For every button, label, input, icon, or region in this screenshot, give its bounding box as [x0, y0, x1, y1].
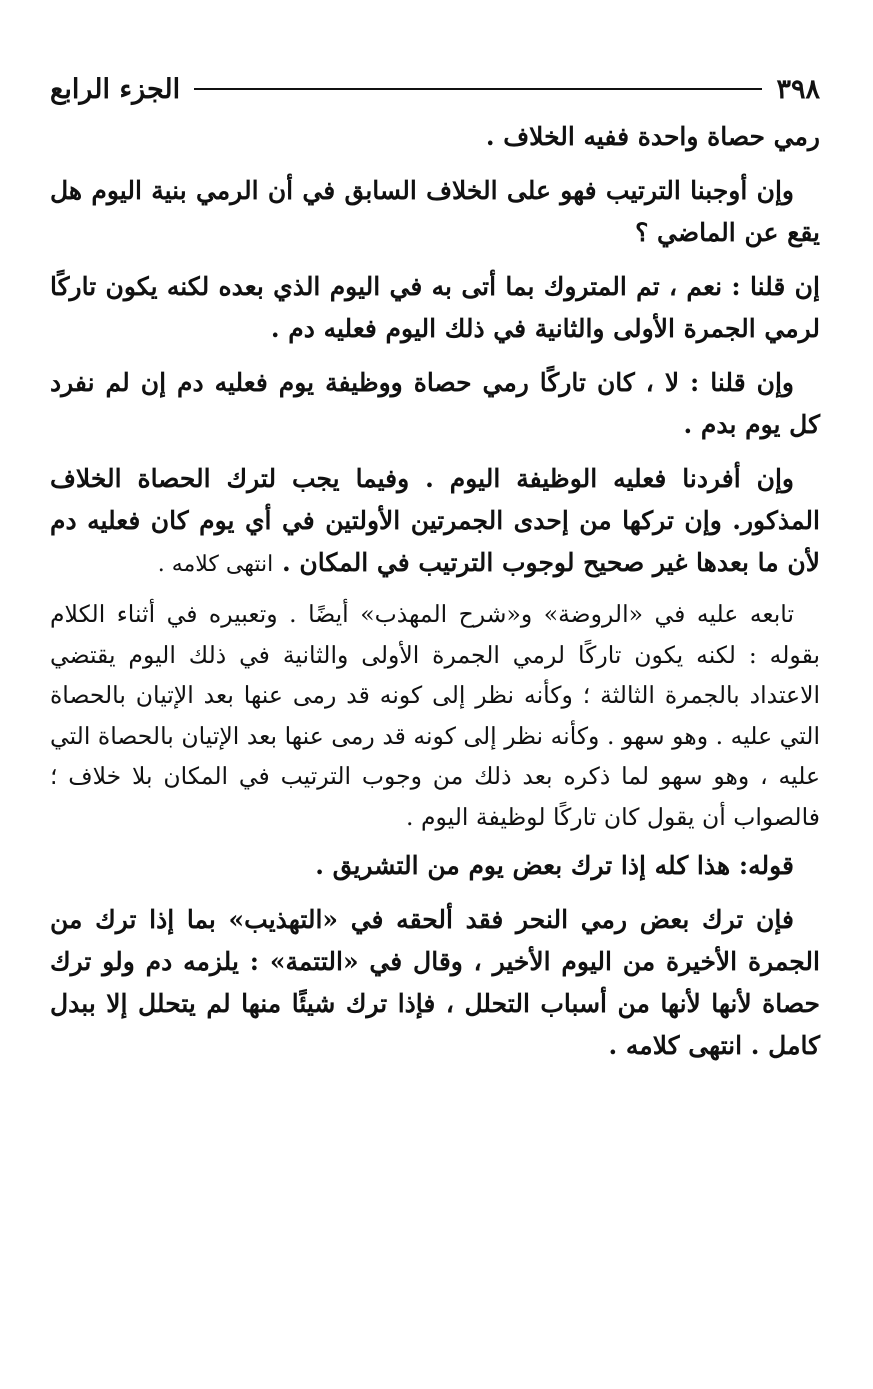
book-page — [50, 68, 820, 1067]
paragraph-if-yes: إن قلنا : نعم ، تم المتروك بما أتى به في اليوم الذي بعده لكنه يكون تاركًا لرمي الجمرة الأولى والثانية في ذلك اليوم فعليه دم . — [50, 272, 820, 343]
running-title: الجزء الرابع — [50, 73, 181, 105]
paragraph-continuation: رمي حصاة واحدة ففيه الخلاف . — [485, 122, 820, 151]
header-rule — [194, 88, 762, 90]
paragraph-nahr: فإن ترك بعض رمي النحر فقد ألحقه في «التهذيب» بما إذا ترك من الجمرة الأخيرة من اليوم الأخير ، وقال في «التتمة» : يلزمه دم ولو ترك حصاة لأنها لأنها من أسباب التحلل ، فإذا ترك شيئًا منها لم يتحلل إلا ببدل كامل . انتهى كلامه . — [50, 905, 820, 1060]
paragraph-quote-heading: قوله: هذا كله إذا ترك بعض يوم من التشريق . — [315, 851, 794, 880]
paragraph-ordering: وإن أوجبنا الترتيب فهو على الخلاف السابق في أن الرمي بنية اليوم هل يقع عن الماضي ؟ — [50, 176, 820, 247]
paragraph-commentary: تابعه عليه في «الروضة» و«شرح المهذب» أيضًا . وتعبيره في أثناء الكلام بقوله : لكنه يكون تاركًا لرمي الجمرة الأولى والثانية في ذلك اليوم يقتضي الاعتداد بالجمرة الثالثة ؛ وكأنه نظر إلى كونه قد رمى عنها بعد الإتيان بالحصاة التي عليه . وهو سهو . وكأنه نظر إلى كونه قد رمى عنها بعد الإتيان بالحصاة التي عليه ، وهو سهو لما ذكره بعد ذلك من وجوب الترتيب في المكان بلا خلاف ؛ فالصواب أن يقول كان تاركًا لوظيفة اليوم . — [50, 600, 820, 831]
page-number: ٣٩٨ — [776, 73, 820, 105]
quote-end-note: انتهى كلامه . — [157, 552, 274, 577]
page-header — [50, 68, 820, 110]
paragraph-if-no: وإن قلنا : لا ، كان تاركًا رمي حصاة ووظيفة يوم فعليه دم إن لم نفرد كل يوم بدم . — [50, 368, 820, 439]
paragraph-separate — [50, 458, 820, 586]
paragraph-separate-text: وإن أفردنا فعليه الوظيفة اليوم . وفيما يجب لترك الحصاة الخلاف المذكور. وإن تركها من إحدى الجمرتين الأولتين في أي يوم كان فعليه دم لأن ما بعدها غير صحيح لوجوب الترتيب في المكان . — [50, 464, 820, 577]
